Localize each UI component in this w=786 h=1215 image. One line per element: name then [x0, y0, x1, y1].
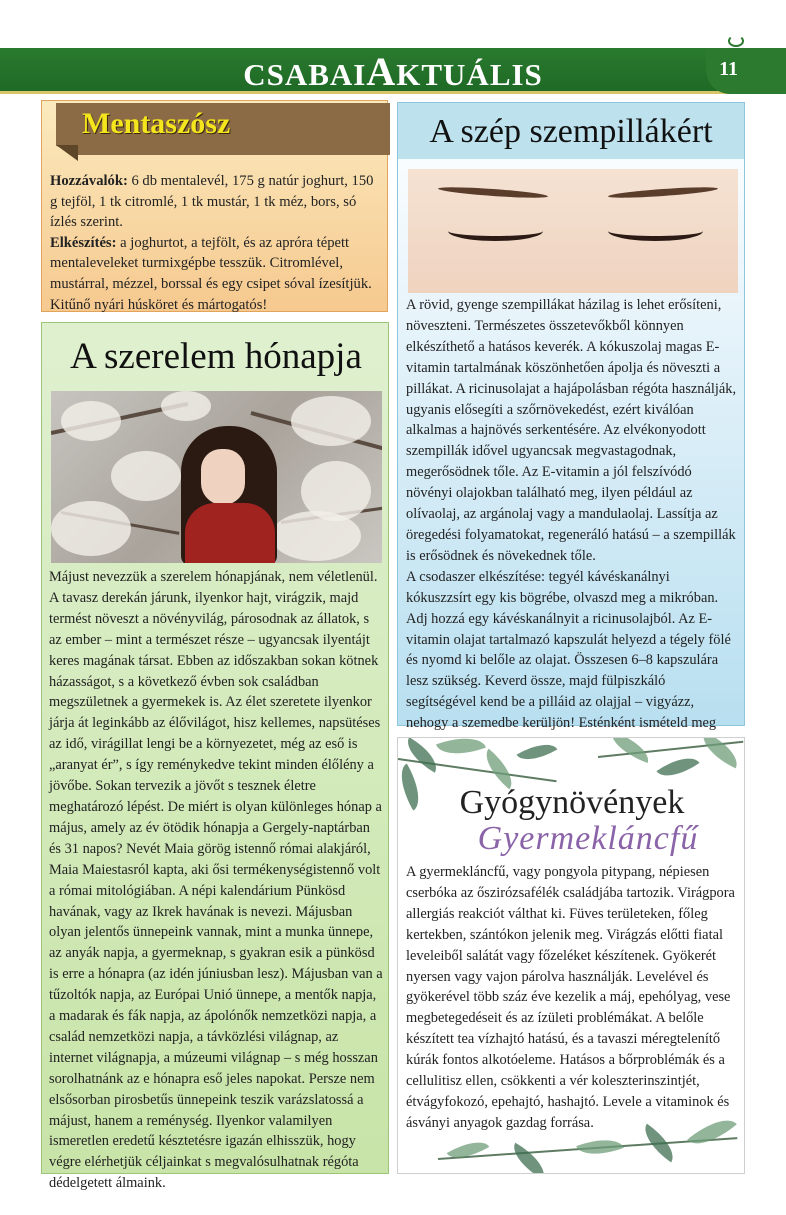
gyogynovenyek-body: A gyermekláncfű, vagy pongyola pitypang, népiesen cserbóka az őszirózsafélék családjába tartozik. Virágpora allergiás reakciót válthat ki. Füves területeken, főleg kertekben, szántókon jelenik meg. Virágzás előtti fiatal leveleiből salátát vagy főzeléket készítenek. Gyökerét nyersen vagy vajon párolva használják. Levelével és gyökerével több száz éve kezelik a máj, epehólyag, vese megbetegedéseit és az ízületi problémákat. A belőle készített tea vízhajtó hatású, és a tavaszi méregtelenítő kúrák fontos alkotóeleme. Hatásos a bőrproblémák és a cellulitisz ellen, csökkenti a vér koleszterinszintjét, étvágyfokozó, epehajtó, hashajtó. Levele a vitaminok és ásványi anyagok gazdag forrása. [406, 864, 735, 1131]
gyogynovenyek-article [397, 737, 745, 1174]
szempillak-article [397, 102, 745, 732]
girl-face [201, 449, 245, 505]
szerelem-article [41, 322, 389, 1192]
banner-fold-shape [56, 145, 78, 161]
page-number: 11 [719, 58, 738, 80]
szempillak-paragraph-2: A csodaszer elkészítése: tegyél kávéskanálnyi kókuszzsírt egy kis bögrébe, olvaszd meg a mikróban. Adj hozzá egy kávéskanálnyit a ricinusolajból. Az E-vitamin olajat tartalmazó kapszulát helyezd a tégely fölé és nyomd ki belőle az olajat. Összesen 6–8 kapszulára lesz szükség. Keverd össze, majd fülpiszkáló segítségével kend be a pilláid az olajjal – vigyázz, nehogy a szemedbe kerüljön! Esténként ismételd meg [406, 568, 731, 732]
mentaszosz-recipe [50, 171, 382, 315]
girl-red-scarf [185, 503, 275, 563]
szempillak-paragraph-1: A rövid, gyenge szempillákat házilag is lehet erősíteni, növeszteni. Természetes összetevőkből könnyen elkészíthető a hatásos keverék. A kókuszolaj magas E-vitamin tartalmának köszönhetően ápolja és növeszti a pillákat. A ricinusolajat a hajápolásban régóta használják, ugyanis elősegíti a szőrnövekedést, ezért kiválóan alkalmas a hajnövés serkentésére. Az elvékonyodott szempillák idővel ugyancsak megvastagodnak, megerősödnek tőle. Az E-vitamin a jól felszívódó növényi olajokban található meg, ilyen például az olívaolaj, az argánolaj vagy a mandulaolaj. Lassítja az öregedési folyamatokat, regeneráló hatású – a szempillák is erősödnek és növekednek tőle. [406, 297, 737, 564]
masthead-part-2: KTUÁLIS [396, 57, 543, 92]
szerelem-body: Májust nevezzük a szerelem hónapjának, nem véletlenül. A tavasz derekán járunk, ilyenkor hajt, virágzik, majd termést növeszt a növényvilág, párosodnak az állatok, s az ember – mint a természet része – ugyancsak ilyentájt keres magának társat. Ebben az időszakban sokan kötnek házasságot, s a következő évben sok családban megszületnek a gyermekek is. Az élet szeretete ilyenkor járja át leginkább az élővilágot, hisz kellemes, napsütéses az idő, virágillat lengi be a környezetet, még az eső is „aranyat ér”, s így reménykedve tekint minden élőlény a jövőbe. Sokan tervezik a jövőt s tesznek életre meghatározó lépést. De miért is olyan különleges hónap a május, amely az év ötödik hónapja a Gergely-naptárban és 31 napos? Nevét Maia görög istennő római alakjáról, Maia Maiestasról kapta, aki ősi termékenységistennő volt a római mitológiában. A népi kalendárium Pünkösd havának, vagy az Ikrek havának is nevezi. Májusban olyan jelentős ünnepeink vannak, mint a munka ünnepe, az anyák napja, a gyermeknap, s gyakran esik a pünkösd is erre a hónapra (az idén júniusban lesz). Májusban van a tűzoltók napja, az Európai Unió ünnepe, a mentők napja, a madarak és fák napja, az ápolónők nemzetközi napja, a család nemzetközi napja, a távközlési világnap, az internet világnapja, a múzeumi világnap – s még hosszan sorolhatnánk az e hónapra eső jeles napokat. Persze nem elsősorban pirosbetűs ünnepeink teszik varázslatossá a májust, hanem a reménység. Ilyenkor valamilyen ismeretlen eredetű késztetésre igazán elhisszük, hogy végre elérhetjük céljainkat s megvalósulhatnak régóta dédelgetett álmaink. [49, 569, 383, 1192]
closed-eyes-photo [408, 169, 738, 293]
mentaszosz-title: Mentaszósz [82, 107, 231, 140]
swirl-ornament-icon [728, 35, 744, 47]
masthead-part-1: CSABAI [243, 57, 367, 92]
szempillak-title: A szép szempillákért [429, 113, 713, 150]
preparation-text: a joghurtot, a tejfölt, és az apróra tépett mentaleveleket turmixgépbe tesszük. Citromlével, mustárral, mézzel, borssal és egy csipet sóval ízesítjük. Kitűnő nyári húsköret és mártogatós! [50, 234, 372, 313]
mentaszosz-box [41, 100, 388, 312]
gyermeklancfu-subtitle: Gyermekláncfű [477, 820, 699, 857]
ingredients-text: 6 db mentalevél, 175 g natúr joghurt, 150 g tejföl, 1 tk citromlé, 1 tk mustár, 1 tk méz, bors, só ízlés szerint. [50, 173, 374, 231]
preparation-label: Elkészítés: [50, 234, 117, 251]
masthead [0, 49, 786, 95]
ingredients-label: Hozzávalók: [50, 173, 128, 189]
szerelem-title: A szerelem hónapja [70, 336, 362, 377]
masthead-initial: A [366, 49, 397, 94]
girl-blossoms-photo [51, 391, 382, 563]
szempillak-body [406, 295, 738, 776]
gyogynovenyek-title: Gyógynövények [459, 784, 685, 821]
